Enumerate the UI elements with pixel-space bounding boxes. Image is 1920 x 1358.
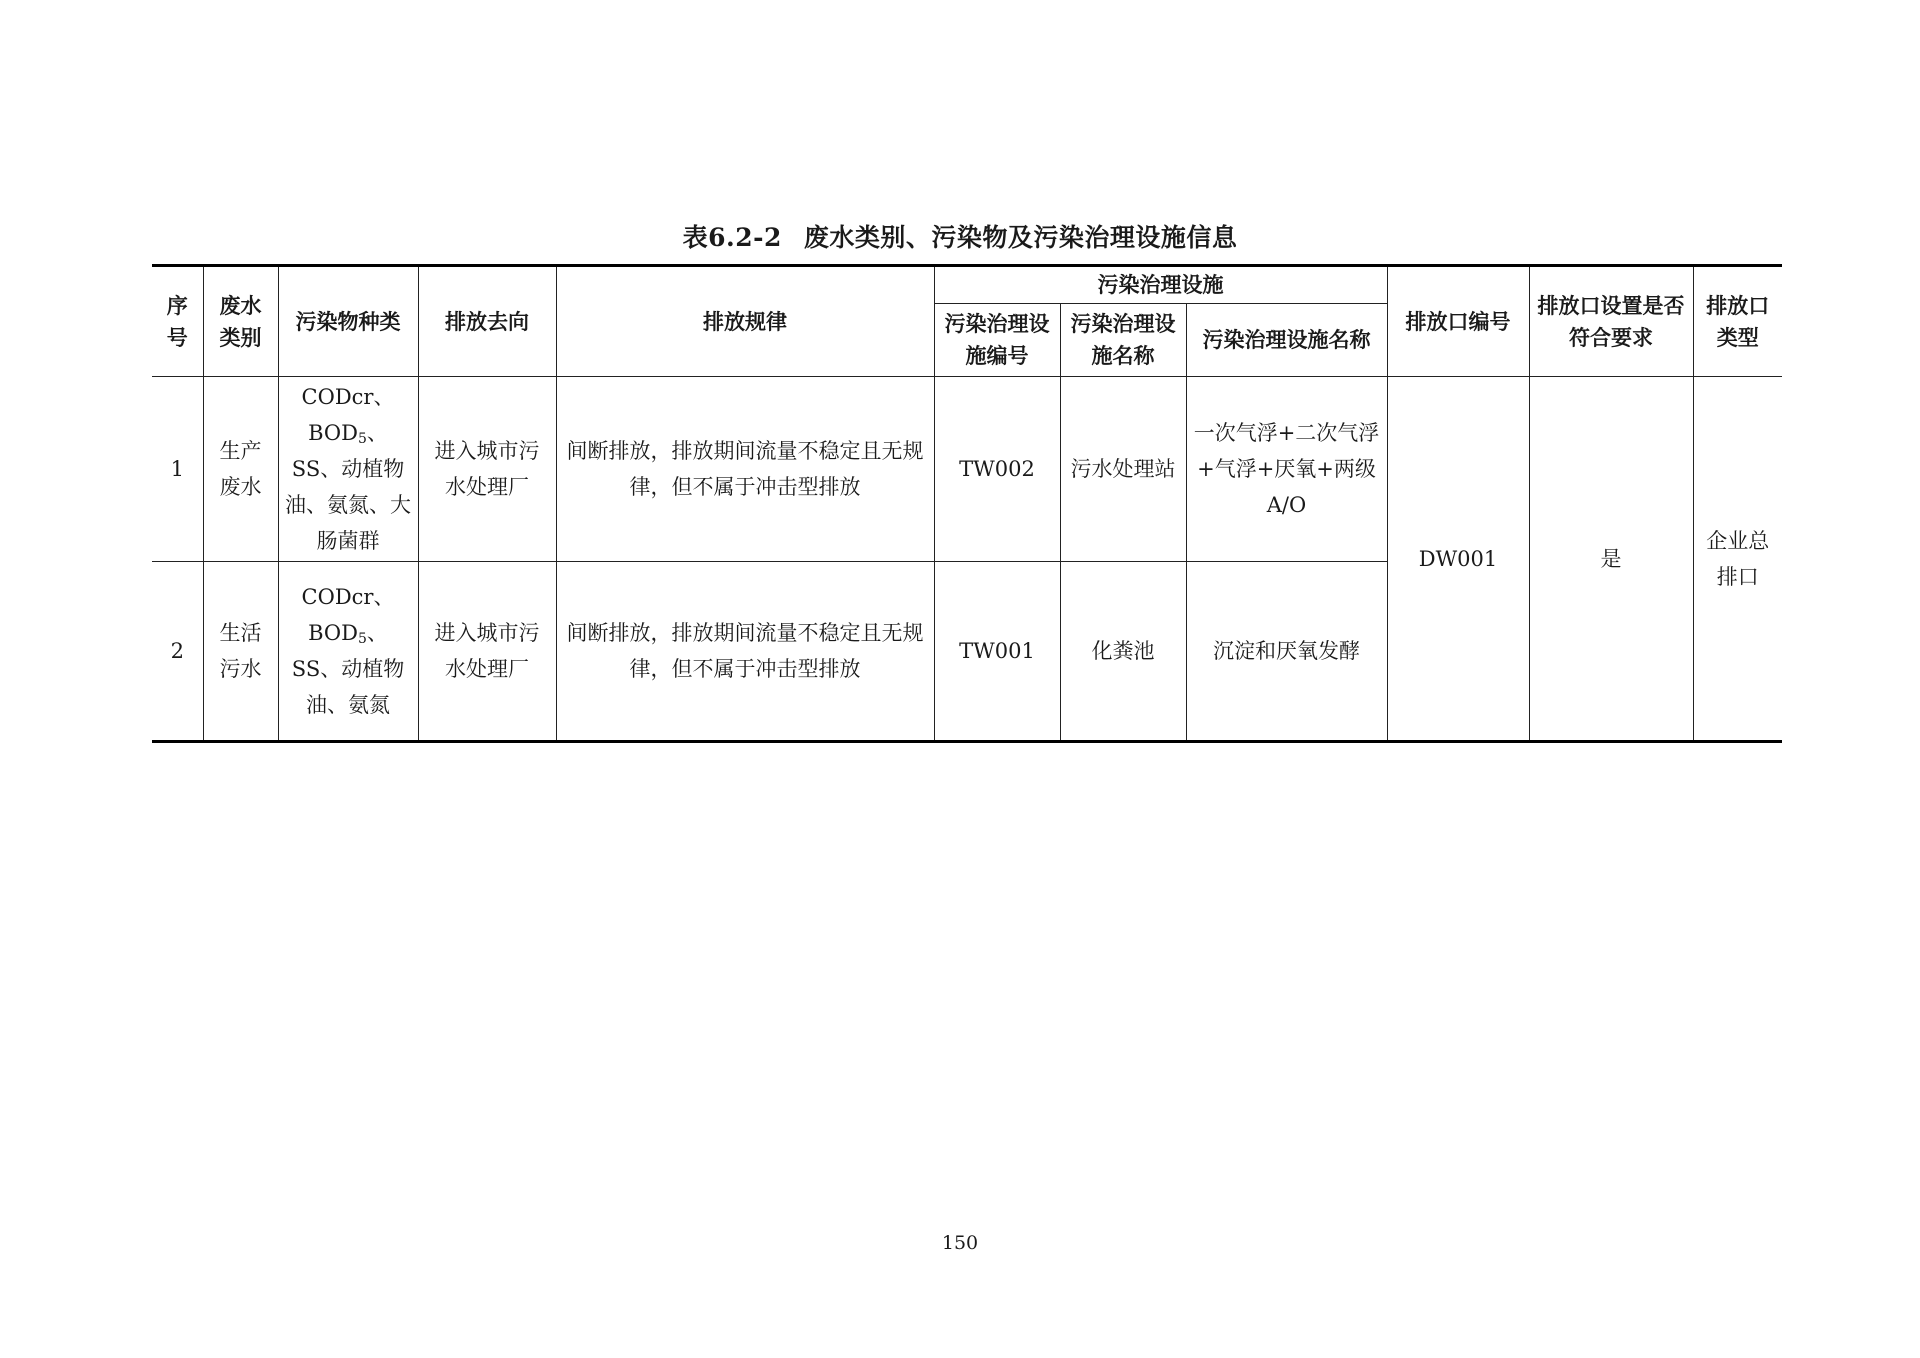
cell-pattern: 间断排放，排放期间流量不稳定且无规律，但不属于冲击型排放 [556, 377, 934, 562]
header-facility-process: 污染治理设施名称 [1186, 304, 1387, 377]
pollutants-line-1: CODcr、 [301, 585, 395, 609]
header-destination: 排放去向 [418, 266, 556, 377]
pollutants-line-2 [285, 415, 412, 451]
table-caption [0, 218, 1920, 254]
cell-facility-process: 沉淀和厌氧发酵 [1186, 562, 1387, 742]
table-row [152, 377, 1782, 562]
table-title: 废水类别、污染物及污染治理设施信息 [803, 223, 1238, 252]
page-number: 150 [941, 1232, 979, 1254]
pollutants-line-3: SS、动植物油、氨氮 [291, 657, 405, 717]
header-facility-group: 污染治理设施 [934, 266, 1387, 304]
header-type: 废水类别 [203, 266, 278, 377]
cell-pollutants [278, 377, 418, 562]
cell-facility-name: 污水处理站 [1060, 377, 1186, 562]
header-facility-name: 污染治理设施名称 [1060, 304, 1186, 377]
header-pollutants: 污染物种类 [278, 266, 418, 377]
header-facility-id: 污染治理设施编号 [934, 304, 1060, 377]
bod-label: BOD [308, 421, 358, 445]
header-row-1 [152, 266, 1782, 304]
bod-subscript: 5 [357, 431, 367, 447]
cell-facility-name: 化粪池 [1060, 562, 1186, 742]
pollutants-line-1: CODcr、 [301, 385, 395, 409]
cell-facility-id: TW002 [934, 377, 1060, 562]
cell-facility-id: TW001 [934, 562, 1060, 742]
bod-subscript: 5 [357, 631, 367, 647]
header-compliance: 排放口设置是否符合要求 [1529, 266, 1693, 377]
pollutants-line-3: SS、动植物油、氨氮、大肠菌群 [285, 457, 411, 553]
cell-seq: 2 [152, 562, 203, 742]
header-seq: 序号 [152, 266, 203, 377]
cell-destination: 进入城市污水处理厂 [418, 377, 556, 562]
pollutants-line-2 [285, 615, 412, 651]
cell-type: 生活污水 [203, 562, 278, 742]
cell-outlet-type: 企业总排口 [1693, 377, 1782, 742]
cell-facility-process: 一次气浮+二次气浮+气浮+厌氧+两级 A/O [1186, 377, 1387, 562]
cell-outlet-id: DW001 [1387, 377, 1529, 742]
cell-pollutants [278, 562, 418, 742]
cell-type: 生产废水 [203, 377, 278, 562]
cell-pattern: 间断排放，排放期间流量不稳定且无规律，但不属于冲击型排放 [556, 562, 934, 742]
header-pattern: 排放规律 [556, 266, 934, 377]
cell-destination: 进入城市污水处理厂 [418, 562, 556, 742]
bod-label: BOD [308, 621, 358, 645]
bod-tail: 、 [366, 621, 388, 645]
header-outlet-type: 排放口类型 [1693, 266, 1782, 377]
table-number: 表6.2-2 [682, 223, 782, 252]
cell-compliance: 是 [1529, 377, 1693, 742]
cell-seq: 1 [152, 377, 203, 562]
header-outlet-id: 排放口编号 [1387, 266, 1529, 377]
wastewater-table [152, 264, 1782, 743]
bod-tail: 、 [366, 421, 388, 445]
